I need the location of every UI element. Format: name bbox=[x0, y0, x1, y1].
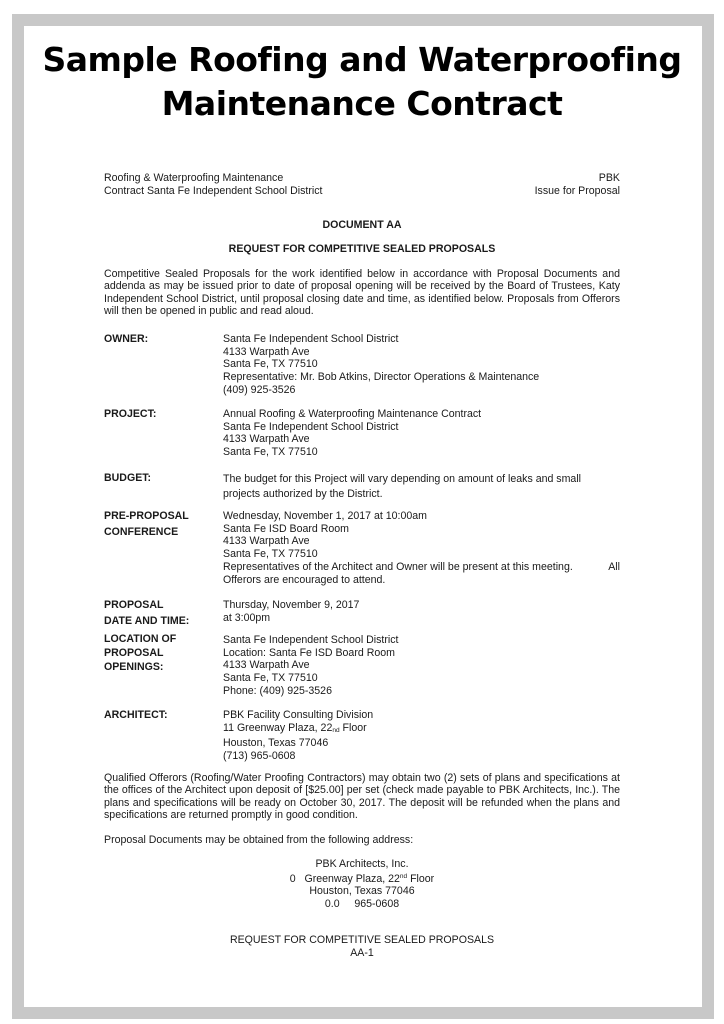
owner-line: (409) 925-3526 bbox=[223, 383, 296, 396]
architect-label: ARCHITECT: bbox=[104, 709, 168, 721]
running-header-left bbox=[104, 172, 322, 198]
architect-street: 11 Greenway Plaza, 22 bbox=[223, 721, 333, 734]
architect-line bbox=[223, 722, 620, 738]
architect-line: (713) 965-0608 bbox=[223, 750, 296, 763]
address-floor-suffix: nd bbox=[399, 872, 408, 880]
proposal-date-label bbox=[104, 597, 219, 629]
document-heading: REQUEST FOR COMPETITIVE SEALED PROPOSALS bbox=[228, 243, 496, 255]
budget-value bbox=[223, 472, 620, 502]
banner-title-line2: Maintenance Contract bbox=[161, 84, 563, 123]
pre-proposal-note bbox=[223, 561, 620, 574]
architect-line: Houston, Texas 77046 bbox=[223, 737, 329, 750]
proposal-date-label-line1: PROPOSAL bbox=[104, 599, 164, 611]
owner-line: Santa Fe Independent School District bbox=[223, 333, 399, 345]
budget-label: BUDGET: bbox=[104, 472, 152, 484]
project-label: PROJECT: bbox=[104, 408, 157, 420]
budget-line: projects authorized by the District. bbox=[223, 488, 383, 500]
address-line: Houston, Texas 77046 bbox=[309, 885, 415, 898]
proposal-date-label-line2: DATE AND TIME: bbox=[104, 615, 190, 627]
banner-title bbox=[24, 38, 700, 126]
document-id: DOCUMENT AA bbox=[322, 219, 402, 231]
project-line: Annual Roofing & Waterproofing Maintenance Contract bbox=[223, 408, 482, 420]
address-line bbox=[104, 871, 620, 886]
header-right-line1: PBK bbox=[598, 172, 620, 184]
project-line: Santa Fe, TX 77510 bbox=[223, 446, 318, 459]
location-label-line3: OPENINGS: bbox=[104, 661, 164, 673]
architect-floor-suffix: nd bbox=[332, 726, 340, 734]
location-line: Santa Fe Independent School District bbox=[223, 634, 399, 646]
project-line: 4133 Warpath Ave bbox=[223, 433, 310, 446]
location-label bbox=[104, 632, 219, 674]
pre-proposal-line: 4133 Warpath Ave bbox=[223, 535, 310, 548]
location-label-line2: PROPOSAL bbox=[104, 647, 164, 659]
header-left-line1: Roofing & Waterproofing Maintenance bbox=[104, 172, 284, 184]
qualified-offerors-paragraph: Qualified Offerors (Roofing/Water Proofing Contractors) may obtain two (2) sets of plans and specifications at the offices of the Architect upon deposit of [$25.00] per set (check made payable to PBK Architects, Inc.). The plans and specifications will be ready on October 30, 2017. The deposit will be refunded when the plans and specifications are returned promptly in good condition. bbox=[104, 772, 620, 821]
owner-line: 4133 Warpath Ave bbox=[223, 345, 310, 358]
owner-label: OWNER: bbox=[104, 333, 149, 345]
banner-title-line1: Sample Roofing and Waterproofing bbox=[42, 40, 682, 79]
pre-proposal-note-line2: Offerors are encouraged to attend. bbox=[223, 573, 386, 586]
pre-proposal-value bbox=[223, 510, 620, 586]
location-line: 4133 Warpath Ave bbox=[223, 659, 310, 672]
pre-proposal-label bbox=[104, 508, 219, 540]
architect-value bbox=[223, 709, 620, 763]
address-line: PBK Architects, Inc. bbox=[315, 858, 409, 870]
architect-address-block bbox=[104, 858, 620, 910]
location-value bbox=[223, 634, 620, 698]
owner-value bbox=[223, 333, 620, 397]
address-street: 0 Greenway Plaza, 22 bbox=[289, 872, 400, 885]
project-line: Santa Fe Independent School District bbox=[223, 420, 399, 433]
proposal-date-line: Thursday, November 9, 2017 bbox=[223, 599, 360, 611]
pre-proposal-line: Santa Fe, TX 77510 bbox=[223, 548, 318, 561]
architect-line: PBK Facility Consulting Division bbox=[223, 709, 374, 721]
location-line: Santa Fe, TX 77510 bbox=[223, 672, 318, 685]
owner-line: Representative: Mr. Bob Atkins, Director Operations & Maintenance bbox=[223, 371, 540, 384]
architect-floor: Floor bbox=[339, 721, 367, 734]
footer-page-number: AA-1 bbox=[350, 946, 374, 959]
pre-proposal-label-line1: PRE-PROPOSAL bbox=[104, 510, 189, 522]
page-footer bbox=[104, 934, 620, 959]
location-line: Location: Santa Fe ISD Board Room bbox=[223, 646, 395, 659]
owner-line: Santa Fe, TX 77510 bbox=[223, 358, 318, 371]
address-line: 0.0 965-0608 bbox=[324, 897, 400, 910]
pre-proposal-note-part2: All bbox=[608, 560, 620, 573]
proposal-date-value bbox=[223, 599, 620, 624]
pre-proposal-note-part1: Representatives of the Architect and Owner will be present at this meeting. bbox=[223, 560, 573, 573]
proposal-date-line: at 3:00pm bbox=[223, 611, 271, 624]
budget-line: The budget for this Project will vary depending on amount of leaks and small bbox=[223, 473, 582, 485]
address-floor: Floor bbox=[407, 872, 435, 885]
footer-line1: REQUEST FOR COMPETITIVE SEALED PROPOSALS bbox=[229, 934, 495, 946]
location-label-line1: LOCATION OF bbox=[104, 633, 177, 645]
running-header-right bbox=[535, 172, 620, 198]
pre-proposal-line: Wednesday, November 1, 2017 at 10:00am bbox=[223, 510, 427, 522]
project-value bbox=[223, 408, 620, 459]
header-right-line2: Issue for Proposal bbox=[534, 185, 620, 197]
location-line: Phone: (409) 925-3526 bbox=[223, 684, 332, 697]
intro-paragraph: Competitive Sealed Proposals for the work identified below in accordance with Proposal Documents and addenda as may be issued prior to date of proposal opening will be received by the Board of Trustees, Katy Independent School District, until proposal closing date and time, as identified below. Proposals from Offerors will then be opened in public and read aloud. bbox=[104, 268, 620, 317]
header-left-line2: Contract Santa Fe Independent School District bbox=[104, 185, 323, 197]
pre-proposal-label-line2: CONFERENCE bbox=[104, 526, 179, 538]
obtain-intro: Proposal Documents may be obtained from the following address: bbox=[104, 834, 414, 846]
pre-proposal-line: Santa Fe ISD Board Room bbox=[223, 522, 350, 535]
